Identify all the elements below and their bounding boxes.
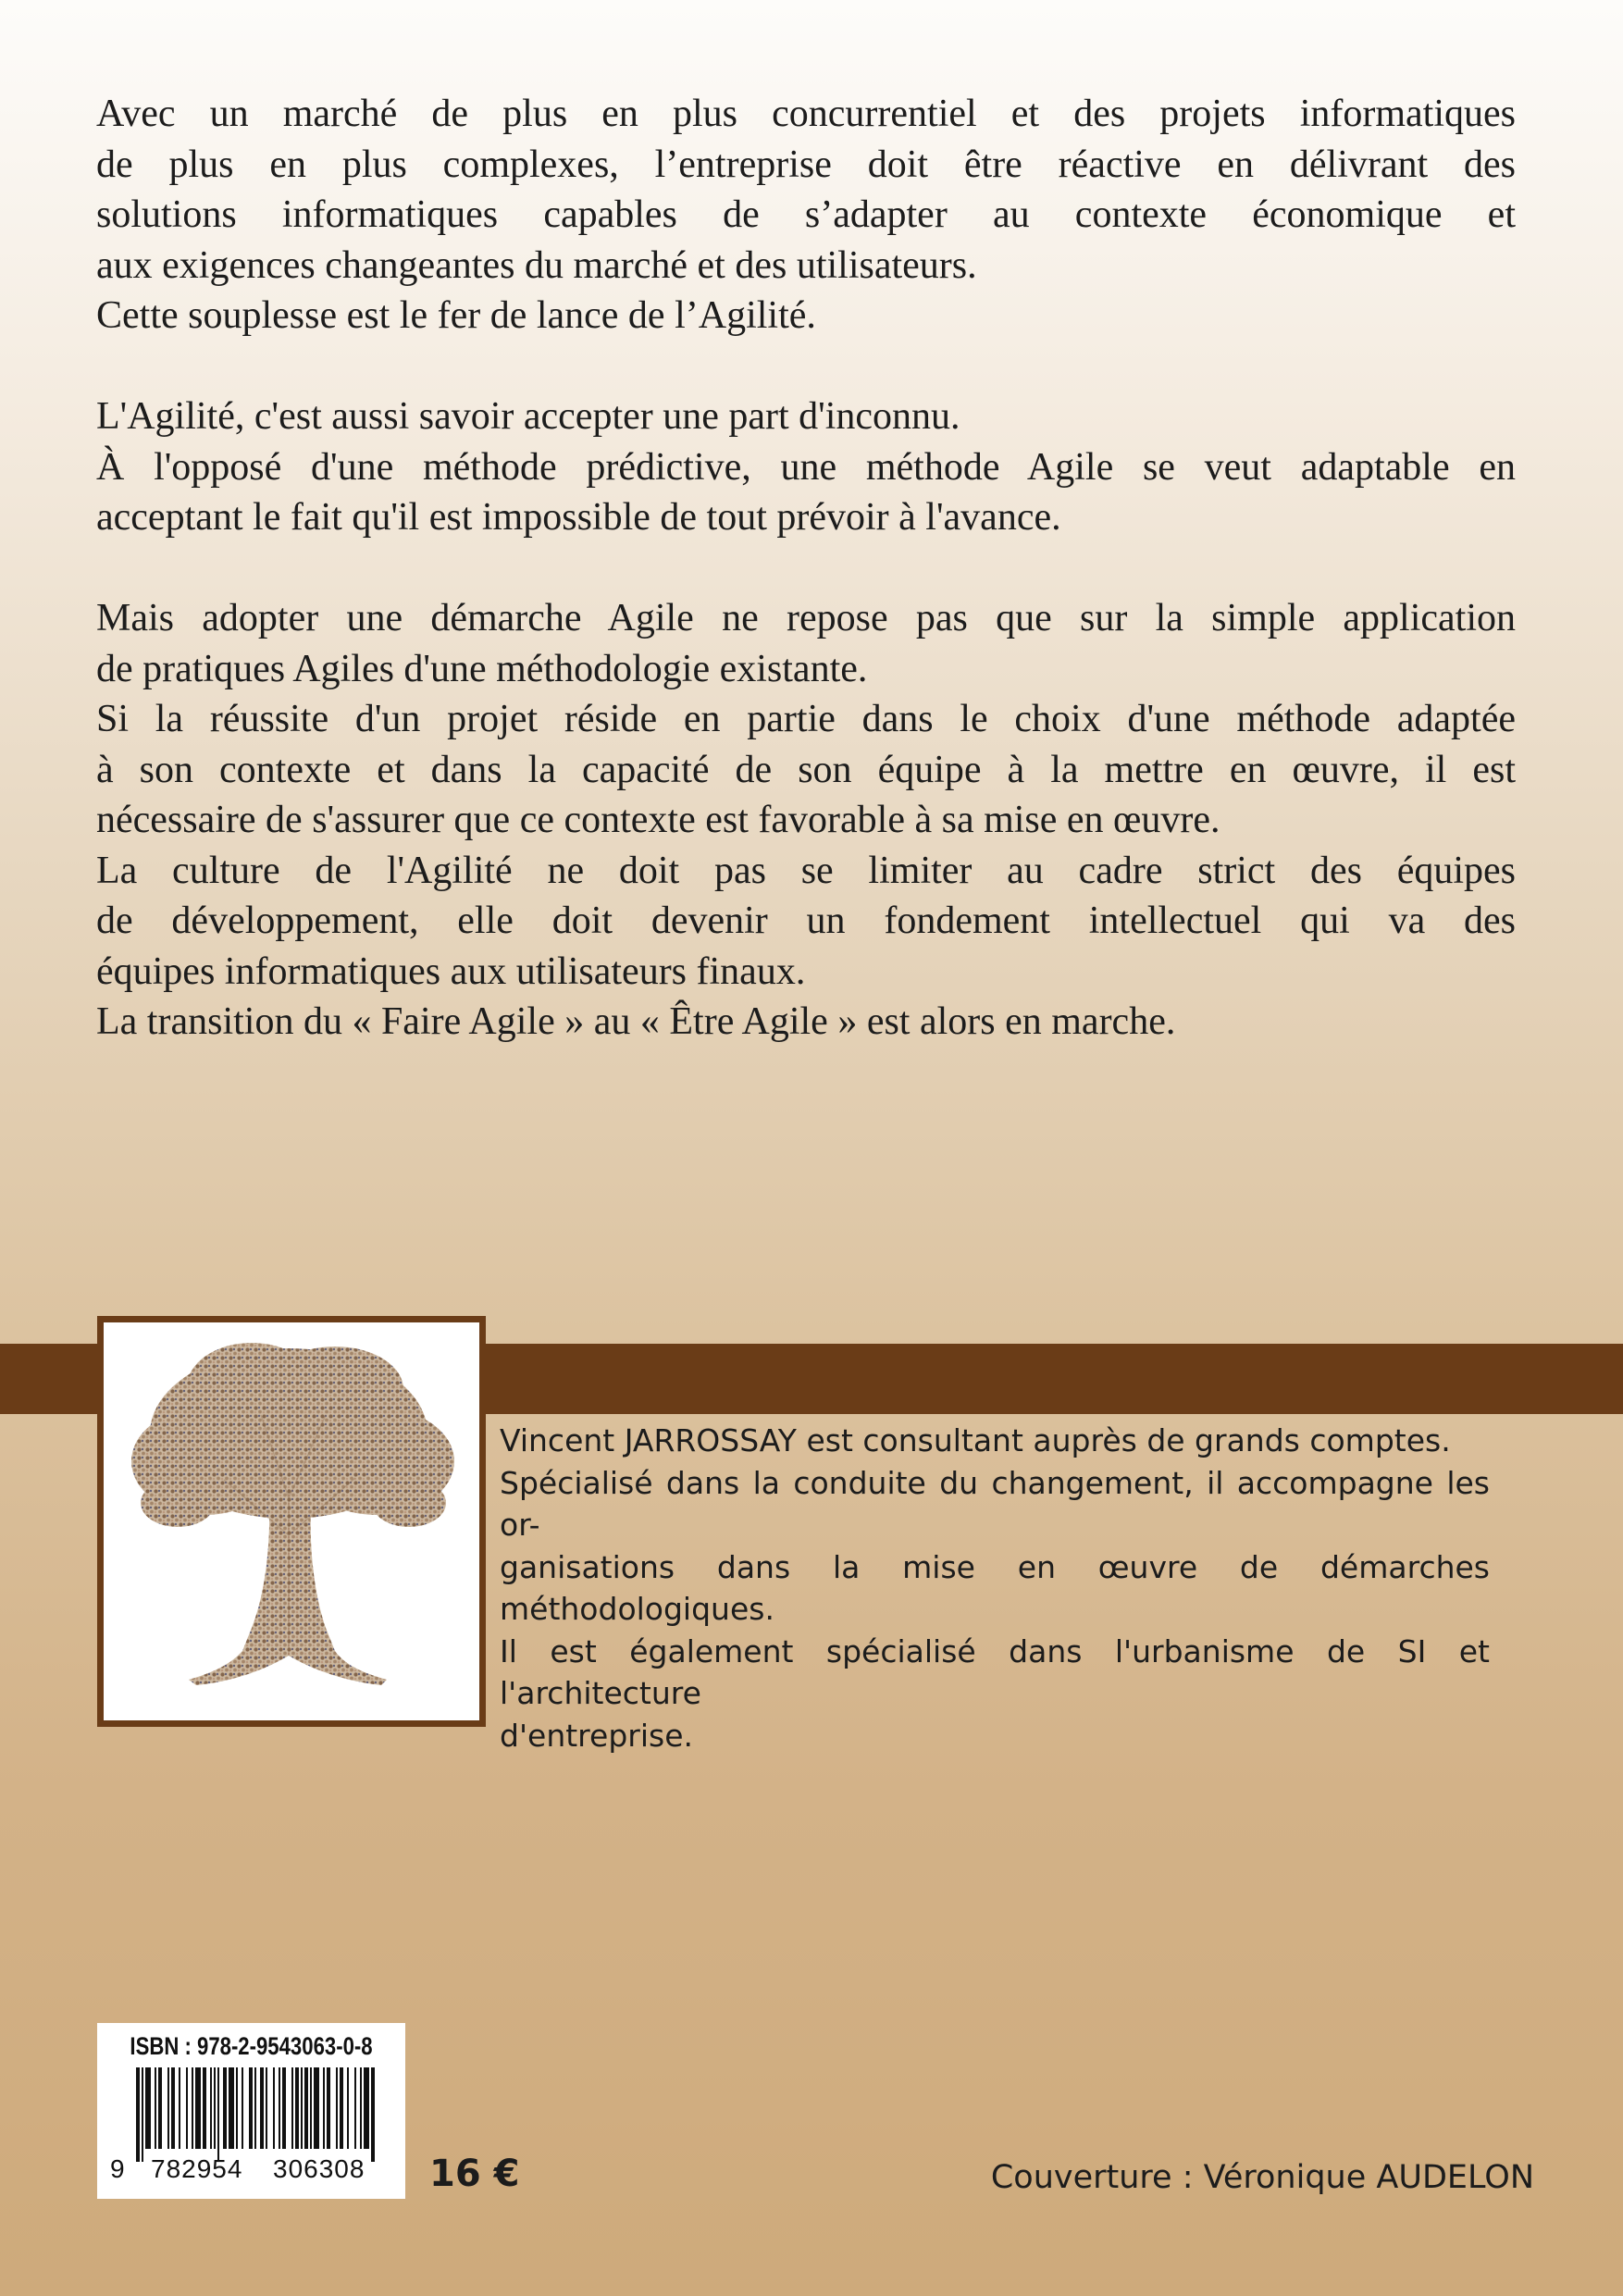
isbn-label: ISBN : 978-2-9543063-0-8 (130, 2032, 373, 2060)
blurb-line: La transition du « Faire Agile » au « Être Agile » est alors en marche. (96, 1000, 1176, 1043)
blurb-line: Si la réussite d'un projet réside en partie dans le choix d'une méthode adaptée (96, 698, 1516, 740)
back-cover-blurb (96, 89, 1516, 1048)
blurb-line: Cette souplesse est le fer de lance de l’Agilité. (96, 294, 816, 337)
blurb-line: de pratiques Agiles d'une méthodologie existante. (96, 647, 868, 690)
tree-icon (104, 1322, 479, 1720)
blurb-line: nécessaire de s'assurer que ce contexte est favorable à sa mise en œuvre. (96, 799, 1220, 841)
blurb-line: à son contexte et dans la capacité de son équipe à la mettre en œuvre, il est (96, 748, 1516, 791)
blurb-line: Avec un marché de plus en plus concurrentiel et des projets informatiques (96, 93, 1516, 135)
bio-line: ganisations dans la mise en œuvre de démarches méthodologiques. (500, 1548, 1490, 1627)
barcode-digits-right: 306308 (273, 2154, 365, 2183)
blurb-line: acceptant le fait qu'il est impossible de tout prévoir à l'avance. (96, 496, 1061, 539)
blurb-line: équipes informatiques aux utilisateurs finaux. (96, 949, 806, 993)
cover-credit: Couverture : Véronique AUDELON (990, 2159, 1534, 2196)
bio-line: Spécialisé dans la conduite du changement, il accompagne les or- (500, 1464, 1490, 1543)
price: 16 € (429, 2153, 520, 2195)
blurb-line: aux exigences changeantes du marché et des utilisateurs. (96, 243, 977, 287)
barcode-digits-left: 782954 (151, 2154, 243, 2183)
bio-line: d'entreprise. (500, 1717, 693, 1754)
blurb-line: solutions informatiques capables de s’adapter au contexte économique et (96, 193, 1516, 236)
blurb-line: Mais adopter une démarche Agile ne repose pas que sur la simple application (96, 597, 1516, 639)
author-photo (97, 1316, 486, 1727)
blurb-line: La culture de l'Agilité ne doit pas se limiter au cadre strict des équipes (96, 849, 1516, 892)
blurb-line: L'Agilité, c'est aussi savoir accepter une part d'inconnu. (96, 395, 960, 438)
bio-line: Il est également spécialisé dans l'urbanisme de SI et l'architecture (500, 1632, 1490, 1711)
author-bio (500, 1420, 1490, 1756)
blurb-line: de plus en plus complexes, l’entreprise doit être réactive en délivrant des (96, 143, 1516, 186)
barcode-digit-first: 9 (110, 2154, 126, 2183)
bio-line: Vincent JARROSSAY est consultant auprès de grands comptes. (500, 1422, 1451, 1458)
isbn-barcode (97, 2023, 405, 2199)
blurb-line: de développement, elle doit devenir un fondement intellectuel qui va des (96, 900, 1516, 942)
blurb-line: À l'opposé d'une méthode prédictive, une méthode Agile se veut adaptable en (96, 445, 1516, 489)
barcode-bars (134, 2067, 377, 2162)
